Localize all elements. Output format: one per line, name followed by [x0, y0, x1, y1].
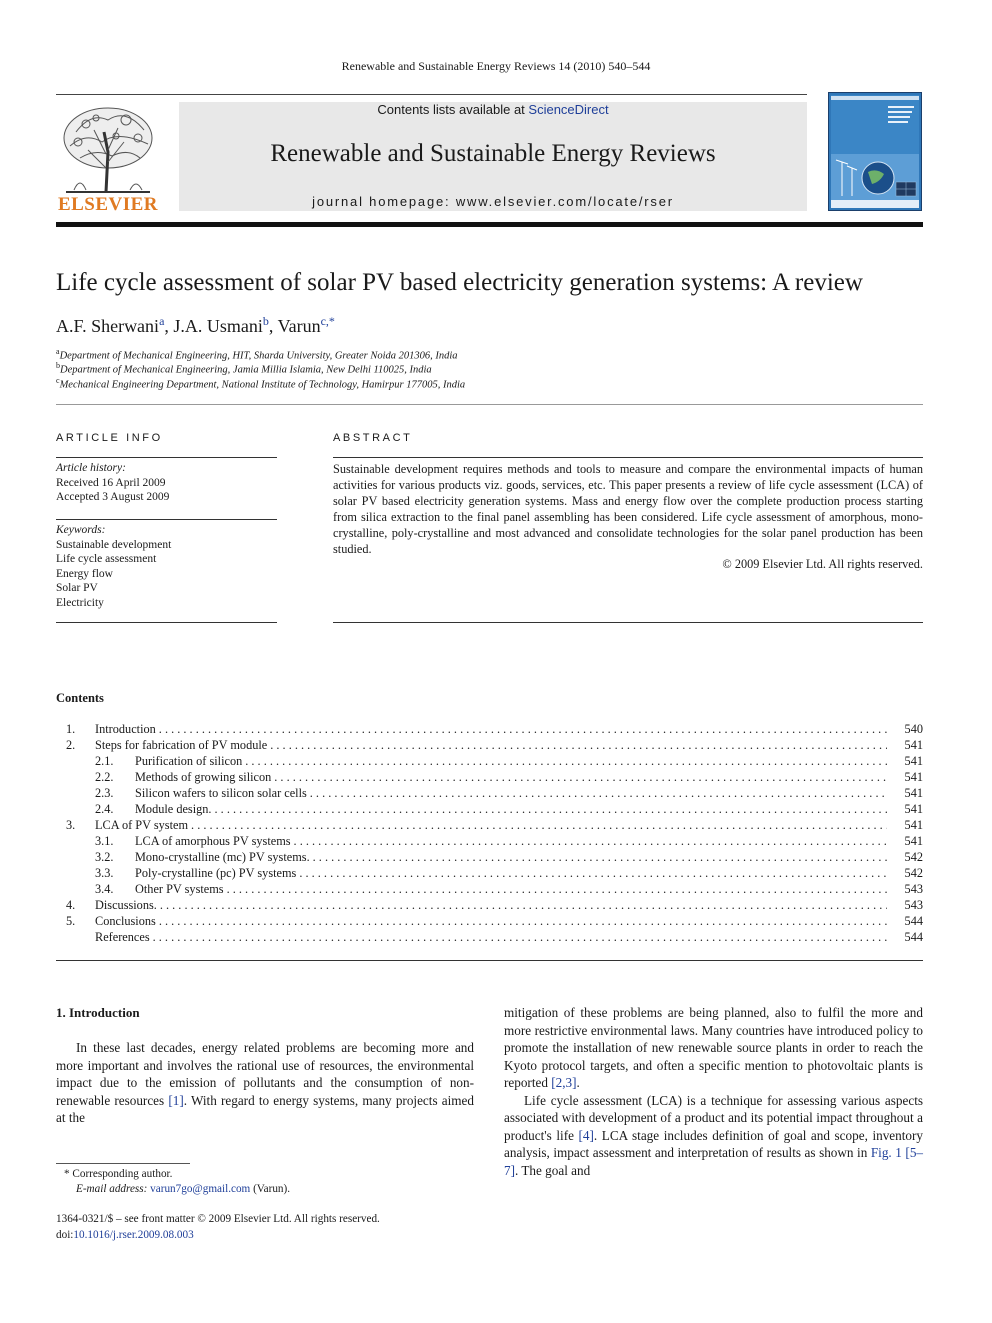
- keyword: Sustainable development: [56, 538, 172, 551]
- toc-title[interactable]: [95, 738, 887, 753]
- doi-link[interactable]: 10.1016/j.rser.2009.08.003: [73, 1229, 194, 1241]
- section-heading-introduction: 1. Introduction: [56, 1005, 140, 1020]
- footnote: [56, 1167, 290, 1197]
- toc-number: 4.: [66, 898, 76, 912]
- toc-title[interactable]: [95, 818, 887, 833]
- toc-title-text: Conclusions: [95, 914, 159, 928]
- toc-page-number: 541: [904, 818, 923, 832]
- toc-entry[interactable]: [56, 818, 923, 834]
- author-list: [56, 314, 335, 337]
- running-head: Renewable and Sustainable Energy Reviews 14 (2010) 540–544: [341, 59, 651, 73]
- affiliation-c: [56, 376, 465, 391]
- body-text: . The goal and: [515, 1162, 591, 1178]
- author-affiliation-marker[interactable]: c,*: [320, 314, 335, 328]
- toc-title-text: Mono-crystalline (mc) PV systems.: [135, 850, 313, 864]
- toc-entry[interactable]: [56, 898, 923, 914]
- abstract-bottom-rule: [333, 622, 923, 623]
- abstract-heading: ABSTRACT: [333, 432, 413, 444]
- toc-number: 2.1.: [95, 754, 114, 768]
- toc-page-number: 541: [904, 770, 923, 784]
- toc-number: 2.3.: [95, 786, 114, 800]
- affiliation-text: Department of Mechanical Engineering, HIT, Sharda University, Greater Noida 201306, India: [59, 350, 458, 362]
- body-text: . LCA stage includes definition of goal and scope, inventory analysis, impact assessment and interpretation of results as shown in: [504, 1127, 923, 1160]
- toc-page-number: 542: [904, 866, 923, 880]
- toc-title-text: Discussions.: [95, 898, 160, 912]
- affiliation-marker: a: [56, 347, 60, 356]
- toc-page-number: 541: [904, 754, 923, 768]
- accepted-date: Accepted 3 August 2009: [56, 491, 170, 503]
- header-thick-rule: [56, 222, 923, 227]
- body-text: .: [576, 1075, 580, 1090]
- toc-title[interactable]: [135, 802, 887, 817]
- toc-entry[interactable]: [56, 770, 923, 786]
- abstract-copyright: © 2009 Elsevier Ltd. All rights reserved.: [722, 557, 923, 571]
- journal-header-band: [179, 102, 807, 211]
- toc-title-text: Methods of growing silicon: [135, 770, 274, 784]
- email-label: E-mail address:: [76, 1183, 151, 1195]
- keyword: Life cycle assessment: [56, 553, 157, 565]
- affiliation-text: Mechanical Engineering Department, National Institute of Technology, Hamirpur 177005, India: [59, 379, 466, 391]
- toc-entry[interactable]: [56, 914, 923, 930]
- toc-title-text: Introduction: [95, 722, 159, 736]
- header-top-rule: [56, 94, 807, 95]
- toc-title-text: Other PV systems: [135, 882, 227, 896]
- toc-page-number: 541: [904, 802, 923, 816]
- toc-page-number: 544: [904, 930, 923, 944]
- page-footer: [56, 1211, 380, 1243]
- affiliation-marker: b: [56, 361, 60, 370]
- journal-homepage[interactable]: journal homepage: www.elsevier.com/locate/rser: [312, 194, 674, 209]
- toc-entry[interactable]: [56, 722, 923, 738]
- keywords-block: [56, 523, 277, 610]
- toc-entry[interactable]: [56, 834, 923, 850]
- keywords-label: Keywords:: [56, 524, 106, 536]
- citation-link[interactable]: [1]: [168, 1092, 184, 1108]
- toc-number: 3.4.: [95, 882, 114, 896]
- toc-entry[interactable]: [56, 802, 923, 818]
- footnote-star: *: [64, 1168, 70, 1180]
- body-column-left: [56, 1039, 474, 1127]
- affiliation-marker: c: [56, 376, 60, 385]
- toc-entry[interactable]: [56, 850, 923, 866]
- journal-name: Renewable and Sustainable Energy Reviews: [270, 140, 716, 167]
- toc-page-number: 541: [904, 786, 923, 800]
- toc-title-text: Module design.: [135, 802, 215, 816]
- keywords-rule: [56, 622, 277, 623]
- body-text: mitigation of these problems are being planned, also to fulfil the more and more restrictive environmental laws. Many countries have introduced policy to promote the installation of new renewable source plants in order to reach the Kyoto protocol targets, and often a specific mention to photovoltaic plants is reported: [504, 1005, 923, 1090]
- toc-title[interactable]: [135, 882, 887, 897]
- body-text: Life cycle assessment (LCA) is a technique for assessing various aspects associated with development of a product and its potential impact throughout a product's life: [504, 1092, 923, 1143]
- article-info-rule: [56, 457, 277, 458]
- toc-title[interactable]: [135, 754, 887, 769]
- doi-line: [56, 1227, 380, 1243]
- affiliation-b: [56, 361, 432, 376]
- citation-link[interactable]: [4]: [578, 1127, 594, 1143]
- issn-line: 1364-0321/$ – see front matter © 2009 Elsevier Ltd. All rights reserved.: [56, 1213, 380, 1225]
- toc-entry[interactable]: [56, 754, 923, 770]
- author-name: A.F. Sherwani: [56, 316, 160, 336]
- toc-number: 3.2.: [95, 850, 114, 864]
- toc-title[interactable]: [95, 930, 887, 945]
- corresponding-text: Corresponding author.: [72, 1168, 173, 1180]
- toc-title-text: References: [95, 930, 153, 944]
- toc-title[interactable]: [135, 866, 887, 881]
- contents-available-text: Contents lists available at: [377, 102, 529, 117]
- toc-page-number: 540: [904, 722, 923, 736]
- affiliations-rule: [56, 404, 923, 405]
- email-suffix: (Varun).: [250, 1183, 291, 1195]
- toc-page-number: 541: [904, 738, 923, 752]
- keyword: Energy flow: [56, 567, 113, 580]
- doi-label: doi:: [56, 1229, 74, 1241]
- affiliation-a: [56, 347, 458, 362]
- toc-page-number: 541: [904, 834, 923, 848]
- toc-number: 1.: [66, 722, 76, 736]
- toc-title-text: Steps for fabrication of PV module: [95, 738, 270, 752]
- abstract-top-rule: [333, 457, 923, 458]
- elsevier-wordmark: ELSEVIER: [57, 194, 159, 215]
- keyword: Solar PV: [56, 582, 98, 594]
- toc-title-text: Silicon wafers to silicon solar cells: [135, 786, 310, 800]
- article-history: [56, 461, 277, 505]
- toc-page-number: 543: [904, 882, 923, 896]
- corresponding-author-note: [56, 1167, 290, 1182]
- toc-number: 3.3.: [95, 866, 114, 880]
- toc-title[interactable]: [135, 770, 887, 785]
- toc-number: 2.2.: [95, 770, 114, 784]
- sciencedirect-link[interactable]: ScienceDirect: [528, 102, 609, 117]
- author-name: J.A. Usmani: [173, 316, 263, 336]
- body-text: In these last decades, energy related problems are becoming more and more important and involves the rational use of resources, the environmental impact due to the emission of pollutants and the consumption of non-renewable resources: [56, 1040, 474, 1108]
- paragraph: [504, 1092, 923, 1180]
- author-separator: ,: [164, 316, 174, 336]
- affiliation-text: Department of Mechanical Engineering, Jamia Millia Islamia, New Delhi 110025, India: [60, 364, 432, 376]
- toc-entry[interactable]: [56, 786, 923, 802]
- toc-entry[interactable]: [56, 866, 923, 882]
- contents-bottom-rule: [56, 960, 923, 961]
- toc-entry[interactable]: [56, 930, 923, 946]
- toc-number: 2.: [66, 738, 76, 752]
- toc-title[interactable]: [95, 722, 887, 737]
- toc-page-number: 542: [904, 850, 923, 864]
- citation-link[interactable]: [5–7]: [504, 1145, 924, 1178]
- citation-link[interactable]: [2,3]: [551, 1075, 577, 1090]
- body-text: . With regard to energy systems, many projects aimed at the: [56, 1092, 474, 1125]
- history-label: Article history:: [56, 462, 126, 474]
- toc-title-text: Purification of silicon: [135, 754, 245, 768]
- history-rule: [56, 519, 277, 520]
- toc-number: 3.: [66, 818, 76, 832]
- article-title: Life cycle assessment of solar PV based electricity generation systems: A review: [56, 269, 863, 296]
- toc-title[interactable]: [95, 914, 887, 929]
- toc-number: 3.1.: [95, 834, 114, 848]
- toc-title[interactable]: [135, 850, 887, 865]
- toc-title-text: LCA of amorphous PV systems: [135, 834, 294, 848]
- toc-title-text: Poly-crystalline (pc) PV systems: [135, 866, 299, 880]
- toc-entry[interactable]: [56, 882, 923, 898]
- email-link[interactable]: varun7go@gmail.com: [150, 1183, 251, 1195]
- contents-available-line: [179, 102, 807, 117]
- toc-page-number: 544: [904, 914, 923, 928]
- figure-link[interactable]: Fig. 1: [870, 1145, 902, 1160]
- article-info-heading: ARTICLE INFO: [56, 432, 163, 444]
- abstract-text: Sustainable development requires methods and tools to measure and compare the environmental impacts of human activities for various products viz. goods, services, etc. This paper presents a review of life cycle assessment (LCA) of solar PV based electricity generation systems. Mass and energy flow over the complete production process starting from silica extraction to the final panel assembling has been considered. Life cycle assessment of amorphous, mono-crystalline, poly-crystalline and most advanced and consolidate technologies for the solar panel production has been studied.: [333, 462, 923, 556]
- toc-number: 5.: [66, 914, 76, 928]
- journal-cover-thumbnail[interactable]: [828, 92, 922, 211]
- author-affiliation-marker[interactable]: b: [262, 314, 269, 328]
- paragraph: [504, 1004, 923, 1092]
- keyword: Electricity: [56, 596, 104, 609]
- toc-title[interactable]: [135, 834, 887, 849]
- author-affiliation-marker[interactable]: a: [159, 314, 165, 328]
- toc-number: 2.4.: [95, 802, 114, 816]
- email-line: [56, 1182, 290, 1197]
- author-separator: ,: [268, 316, 278, 336]
- toc-title-text: LCA of PV system: [95, 818, 191, 832]
- footnote-rule: [56, 1163, 190, 1164]
- toc-title[interactable]: [95, 898, 887, 913]
- author-name: Varun: [277, 316, 321, 336]
- contents-heading: Contents: [56, 691, 104, 705]
- toc-entry[interactable]: [56, 738, 923, 754]
- toc-page-number: 543: [904, 898, 923, 912]
- body-column-right: [504, 1004, 923, 1179]
- toc-title[interactable]: [135, 786, 887, 801]
- received-date: Received 16 April 2009: [56, 476, 166, 489]
